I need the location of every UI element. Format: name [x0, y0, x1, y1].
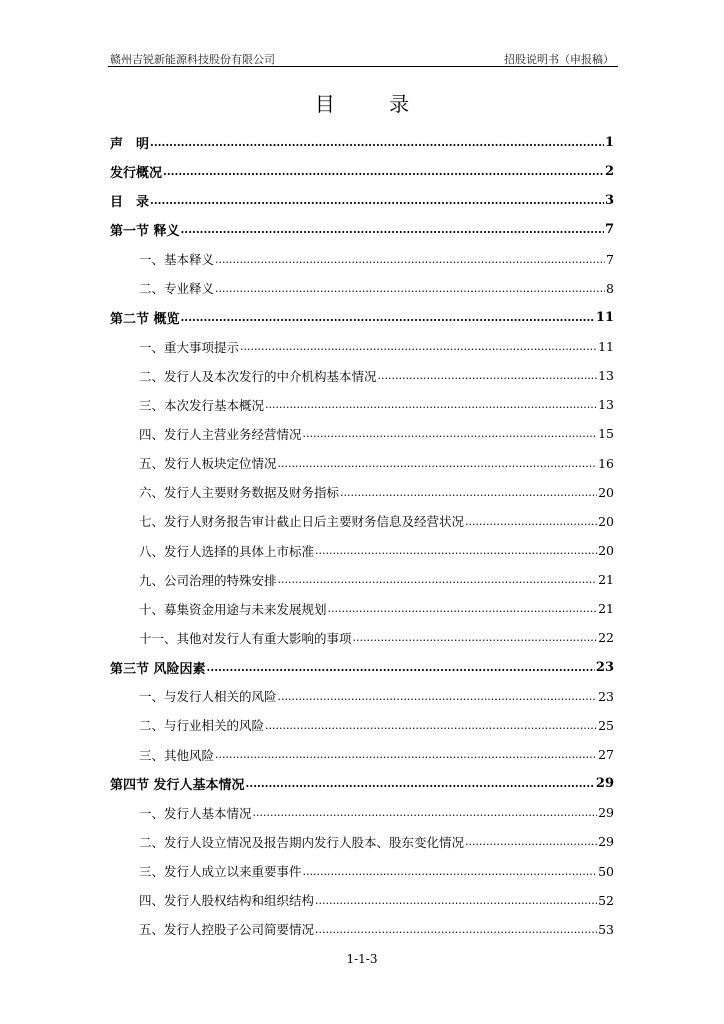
toc-leader-dots [315, 923, 597, 936]
toc-entry-title: 第一节 释义 [110, 224, 180, 240]
toc-section-entry[interactable] [110, 478, 614, 507]
toc-section-entry[interactable] [110, 449, 614, 478]
toc-chapter-entry[interactable] [110, 769, 614, 798]
toc-leader-dots [303, 865, 598, 878]
toc-entry-title: 八、发行人选择的具体上市标准 [139, 543, 315, 559]
toc-entry-title: 七、发行人财务报告审计截止日后主要财务信息及经营状况 [139, 514, 465, 530]
toc-entry-page: 27 [598, 747, 614, 763]
toc-entry-title: 三、发行人成立以来重要事件 [139, 864, 302, 880]
table-of-contents [110, 128, 614, 944]
toc-leader-dots [215, 282, 605, 295]
toc-leader-dots [246, 777, 595, 790]
toc-entry-title: 目 录 [110, 195, 150, 211]
toc-leader-dots [315, 894, 597, 907]
toc-leader-dots [215, 748, 597, 761]
toc-entry-title: 五、发行人控股子公司简要情况 [139, 922, 315, 938]
toc-section-entry[interactable] [110, 886, 614, 915]
toc-entry-title: 第二节 概览 [110, 311, 180, 327]
toc-section-entry[interactable] [110, 507, 614, 536]
page-number: 1-1-3 [346, 952, 378, 966]
toc-chapter-entry[interactable] [110, 215, 614, 244]
toc-entry-page: 13 [598, 397, 614, 413]
toc-entry-page: 16 [598, 455, 614, 471]
toc-entry-title: 十一、其他对发行人有重大影响的事项 [139, 630, 352, 646]
toc-section-entry[interactable] [110, 740, 614, 769]
toc-entry-page: 29 [595, 776, 614, 792]
toc-leader-dots [278, 573, 598, 586]
toc-entry-title: 十、募集资金用途与未来发展规划 [139, 601, 327, 617]
toc-entry-page: 1 [604, 135, 614, 151]
toc-chapter-entry[interactable] [110, 653, 614, 682]
toc-leader-dots [163, 165, 604, 178]
toc-section-entry[interactable] [110, 798, 614, 827]
company-name: 赣州吉锐新能源科技股份有限公司 [110, 53, 275, 66]
toc-entry-title: 一、发行人基本情况 [139, 805, 252, 821]
toc-leader-dots [150, 194, 604, 207]
toc-section-entry[interactable] [110, 915, 614, 944]
toc-leader-dots [340, 486, 597, 499]
toc-entry-page: 25 [598, 717, 614, 733]
toc-entry-page: 3 [604, 193, 614, 209]
toc-section-entry[interactable] [110, 419, 614, 448]
toc-entry-page: 23 [598, 688, 614, 704]
toc-entry-page: 22 [598, 630, 614, 646]
toc-entry-title: 二、发行人设立情况及报告期内发行人股本、股东变化情况 [139, 834, 465, 850]
toc-entry-page: 29 [598, 805, 614, 821]
toc-chapter-entry[interactable] [110, 186, 614, 215]
toc-section-entry[interactable] [110, 857, 614, 886]
toc-section-entry[interactable] [110, 711, 614, 740]
toc-entry-page: 8 [606, 280, 614, 296]
toc-entry-page: 21 [598, 572, 614, 588]
toc-entry-title: 一、基本释义 [139, 252, 215, 268]
toc-leader-dots [265, 398, 597, 411]
toc-entry-title: 五、发行人板块定位情况 [139, 456, 277, 472]
toc-entry-page: 2 [604, 164, 614, 180]
toc-leader-dots [465, 835, 597, 848]
toc-leader-dots [328, 602, 598, 615]
toc-leader-dots [378, 369, 598, 382]
toc-leader-dots [240, 340, 597, 353]
toc-entry-page: 21 [598, 601, 614, 617]
toc-leader-dots [215, 253, 605, 266]
toc-entry-title: 二、与行业相关的风险 [139, 718, 265, 734]
toc-entry-page: 20 [598, 543, 614, 559]
toc-leader-dots [353, 631, 598, 644]
toc-entry-page: 11 [598, 339, 614, 355]
toc-entry-page: 15 [598, 426, 614, 442]
toc-section-entry[interactable] [110, 274, 614, 303]
toc-leader-dots [465, 515, 597, 528]
toc-entry-title: 四、发行人股权结构和组织结构 [139, 893, 315, 909]
toc-chapter-entry[interactable] [110, 128, 614, 157]
toc-entry-title: 二、专业释义 [139, 281, 215, 297]
toc-section-entry[interactable] [110, 361, 614, 390]
toc-entry-title: 二、发行人及本次发行的中介机构基本情况 [139, 368, 377, 384]
toc-entry-page: 7 [606, 251, 614, 267]
document-type: 招股说明书（申报稿） [504, 53, 614, 66]
toc-leader-dots [253, 806, 598, 819]
toc-entry-page: 50 [598, 863, 614, 879]
toc-section-entry[interactable] [110, 594, 614, 623]
toc-entry-page: 11 [595, 309, 614, 325]
toc-leader-dots [150, 136, 604, 149]
toc-section-entry[interactable] [110, 332, 614, 361]
toc-leader-dots [315, 544, 597, 557]
page-header [108, 50, 618, 67]
toc-entry-title: 六、发行人主要财务数据及财务指标 [139, 485, 340, 501]
toc-entry-title: 四、发行人主营业务经营情况 [139, 426, 302, 442]
toc-entry-title: 发行概况 [110, 166, 163, 182]
page-title: 目 录 [314, 92, 434, 116]
toc-section-entry[interactable] [110, 827, 614, 856]
toc-section-entry[interactable] [110, 565, 614, 594]
toc-leader-dots [181, 311, 595, 324]
toc-leader-dots [303, 427, 598, 440]
toc-entry-title: 第四节 发行人基本情况 [110, 778, 245, 794]
toc-entry-title: 第三节 风险因素 [110, 661, 206, 677]
toc-entry-page: 7 [604, 222, 614, 238]
toc-leader-dots [207, 661, 595, 674]
toc-section-entry[interactable] [110, 245, 614, 274]
toc-entry-title: 声 明 [110, 137, 150, 153]
toc-entry-page: 20 [598, 484, 614, 500]
toc-entry-title: 三、其他风险 [139, 747, 215, 763]
toc-leader-dots [278, 690, 598, 703]
toc-entry-page: 23 [595, 659, 614, 675]
toc-chapter-entry[interactable] [110, 303, 614, 332]
toc-entry-title: 九、公司治理的特殊安排 [139, 572, 277, 588]
toc-entry-page: 20 [598, 513, 614, 529]
toc-section-entry[interactable] [110, 536, 614, 565]
toc-entry-page: 29 [598, 834, 614, 850]
toc-section-entry[interactable] [110, 623, 614, 652]
toc-leader-dots [278, 457, 598, 470]
toc-entry-title: 三、本次发行基本概况 [139, 397, 265, 413]
toc-leader-dots [181, 223, 604, 236]
toc-entry-title: 一、重大事项提示 [139, 339, 240, 355]
toc-entry-page: 52 [598, 892, 614, 908]
toc-section-entry[interactable] [110, 682, 614, 711]
toc-section-entry[interactable] [110, 390, 614, 419]
toc-entry-page: 53 [598, 921, 614, 937]
toc-chapter-entry[interactable] [110, 157, 614, 186]
toc-entry-title: 一、与发行人相关的风险 [139, 689, 277, 705]
toc-entry-page: 13 [598, 368, 614, 384]
toc-leader-dots [265, 719, 597, 732]
